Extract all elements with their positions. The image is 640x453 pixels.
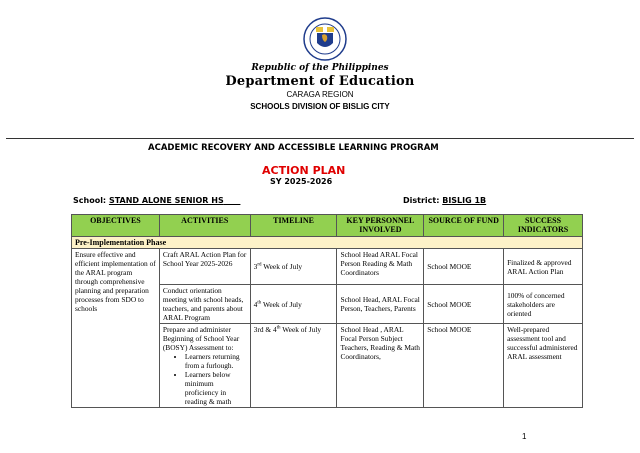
personnel-cell: School Head , ARAL Focal Person Subject Teachers, Reading & Math Coordinators, — [337, 324, 424, 408]
action-plan-table — [71, 214, 583, 408]
timeline-cell: 3rd Week of July — [250, 249, 337, 285]
fund-cell: School MOOE — [424, 249, 504, 285]
personnel-cell: School Head ARAL Focal Person Reading & Math Coordinators — [337, 249, 424, 285]
column-header: OBJECTIVES — [72, 215, 160, 237]
school-label: School: — [73, 196, 107, 205]
phase-row — [72, 237, 583, 249]
activity-cell: Conduct orientation meeting with school heads, teachers, and parents about ARAL Program — [159, 285, 250, 324]
republic-text: Republic of the Philippines — [251, 63, 389, 73]
fund-cell: School MOOE — [424, 285, 504, 324]
timeline-cell: 3rd & 4th Week of July — [250, 324, 337, 408]
district-value: BISLIG 1B — [442, 196, 487, 205]
indicator-cell: Finalized & approved ARAL Action Plan — [504, 249, 583, 285]
school-year: SY 2025-2026 — [270, 177, 333, 186]
document-title: ACTION PLAN — [262, 164, 346, 177]
school-value: STAND ALONE SENIOR HS — [108, 196, 224, 205]
table-header-row — [72, 215, 583, 237]
objective-cell: Ensure effective and efficient implementation of the ARAL program through comprehensive planning and preparation processes from SDO to schools — [72, 249, 160, 408]
personnel-cell: School Head, ARAL Focal Person, Teachers, Parents — [337, 285, 424, 324]
activity-bullets — [163, 352, 247, 406]
indicator-cell: Well-prepared assessment tool and successful administered ARAL assessment — [504, 324, 583, 408]
table-row — [72, 249, 583, 285]
activity-cell: Prepare and administer Beginning of School Year (BOSY) Assessment to: • Learners returning from a furlough. • Learners below minimum proficiency in reading & math — [159, 324, 250, 408]
column-header: ACTIVITIES — [159, 215, 250, 237]
column-header: SOURCE OF FUND — [424, 215, 504, 237]
column-header: KEY PERSONNEL INVOLVED — [337, 215, 424, 237]
phase-label: Pre-Implementation Phase — [72, 237, 583, 249]
deped-seal-logo — [303, 17, 347, 61]
district-label: District: — [403, 196, 440, 205]
bullet-item: • Learners returning from a furlough. — [185, 352, 247, 370]
indicator-cell: 100% of concerned stakeholders are oriented — [504, 285, 583, 324]
header-divider — [6, 138, 634, 139]
bullet-item: • Learners below minimum proficiency in reading & math — [185, 370, 247, 406]
timeline-cell: 4th Week of July — [250, 285, 337, 324]
district-field — [403, 196, 486, 205]
fund-cell: School MOOE — [424, 324, 504, 408]
column-header: SUCCESS INDICATORS — [504, 215, 583, 237]
department-name: Department of Education — [225, 74, 415, 89]
program-title: ACADEMIC RECOVERY AND ACCESSIBLE LEARNING PROGRAM — [148, 143, 439, 153]
region-name: CARAGA REGION — [286, 90, 354, 99]
column-header: TIMELINE — [250, 215, 337, 237]
division-name: SCHOOLS DIVISION OF BISLIG CITY — [250, 102, 390, 111]
activity-cell: Craft ARAL Action Plan for School Year 2025-2026 — [159, 249, 250, 285]
page-number: 1 — [522, 432, 527, 441]
school-field — [73, 196, 240, 205]
